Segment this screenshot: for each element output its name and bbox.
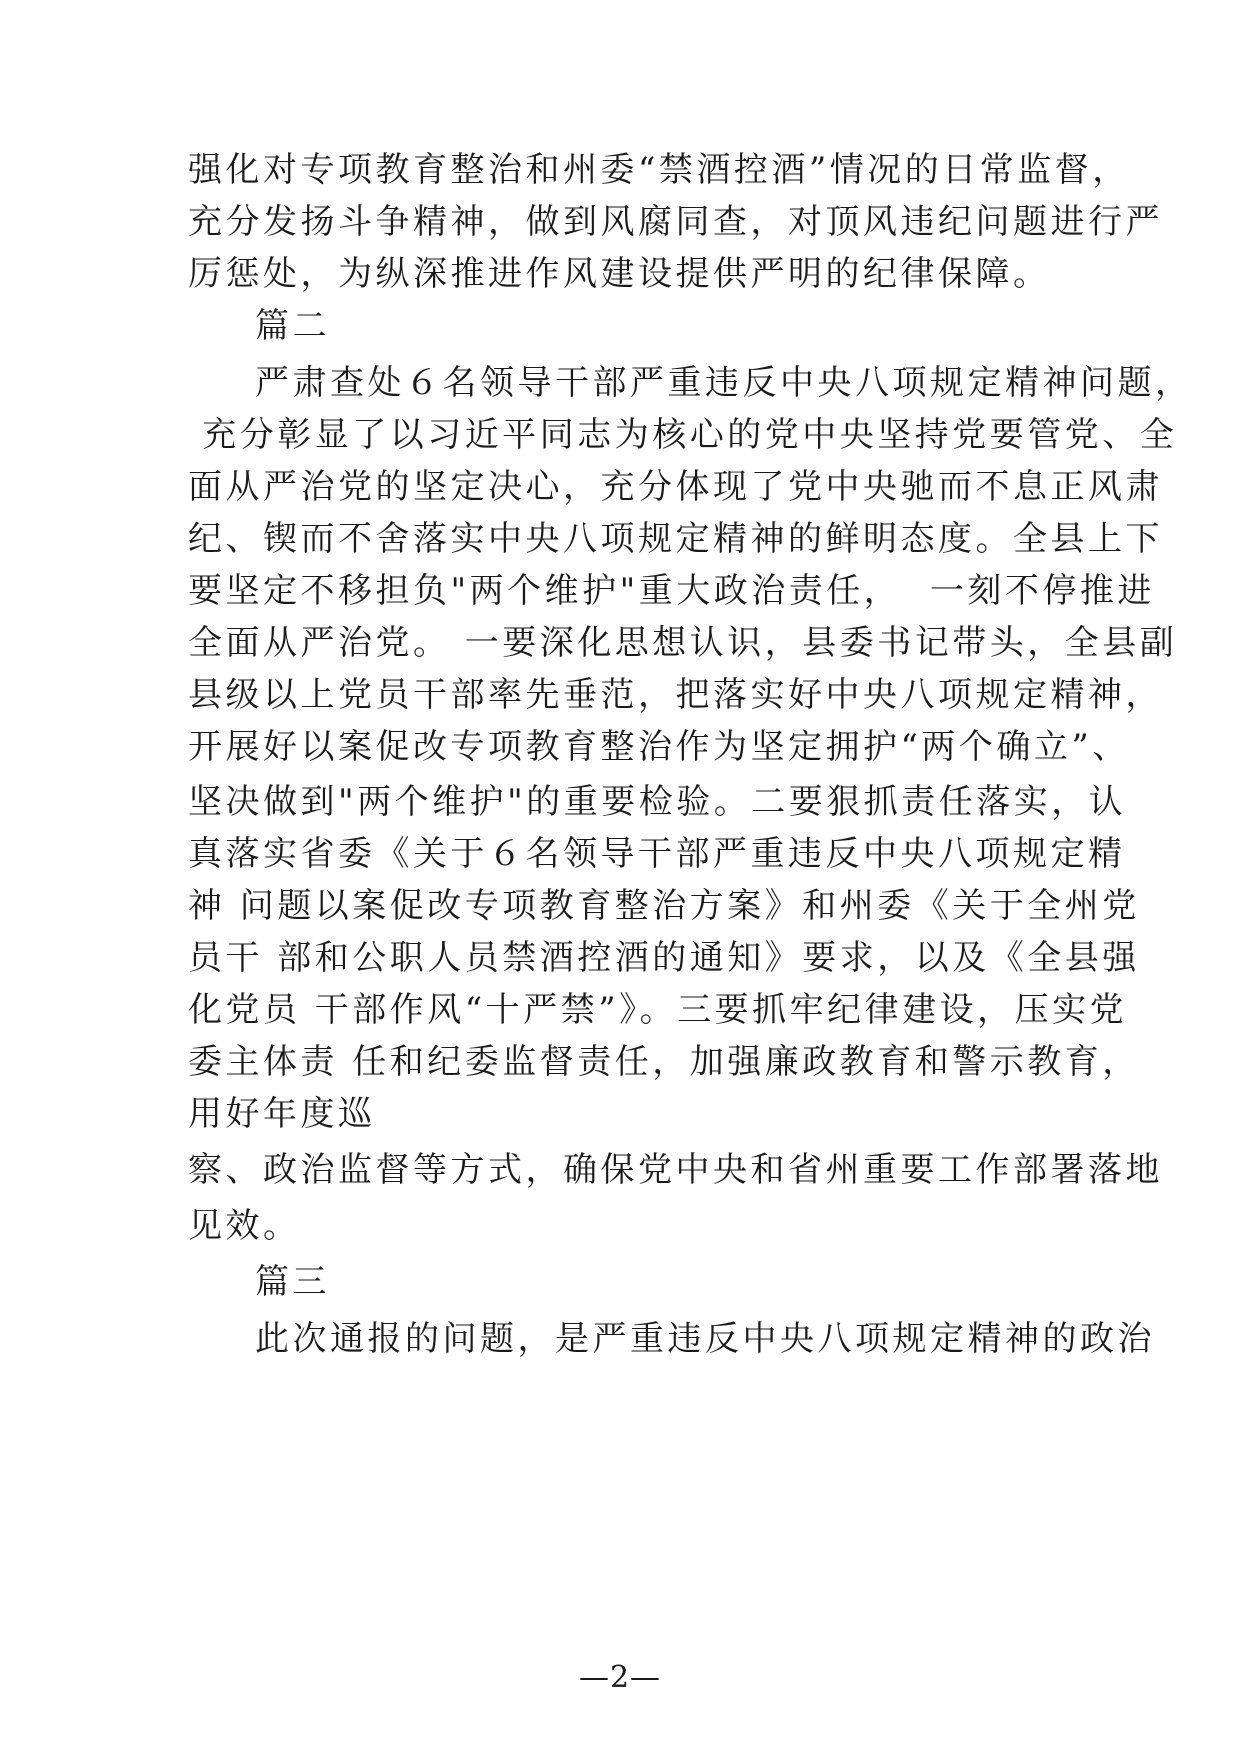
body-text-line: 坚决做到"两个维护"的重要检验。二要狠抓责任落实，认: [188, 782, 1127, 822]
section-heading: 篇三: [255, 1262, 330, 1302]
body-text-line: 充分彰显了以习近平同志为核心的党中央坚持党要管党、全: [188, 415, 1178, 455]
body-text-line: 真落实省委《关于６名领导干部严重违反中央八项规定精: [188, 834, 1126, 874]
body-text-line: 充分发扬斗争精神，做到风腐同查，对顶风违纪问题进行严: [188, 202, 1163, 242]
body-text-line: 全面从严治党。 一要深化思想认识，县委书记带头，全县副: [188, 623, 1178, 663]
body-text-line: 严肃查处６名领导干部严重违反中央八项规定精神问题，: [255, 363, 1193, 403]
body-text-line: 强化对专项教育整治和州委“禁酒控酒”情况的日常监督，: [188, 150, 1130, 190]
body-text-line: 县级以上党员干部率先垂范，把落实好中央八项规定精神，: [188, 675, 1163, 715]
body-text-line: 开展好以案促改专项教育整治作为坚定拥护“两个确立”、: [188, 727, 1130, 767]
body-text-line: 面从严治党的坚定决心，充分体现了党中央驰而不息正风肃: [188, 467, 1163, 507]
body-text-line: 化党员 干部作风“十严禁”》。三要抓牢纪律建设，压实党: [188, 990, 1128, 1030]
page-number: —2—: [578, 1660, 662, 1695]
body-text-line: 此次通报的问题，是严重违反中央八项规定精神的政治: [255, 1319, 1155, 1359]
body-text-line: 要坚定不移担负"两个维护"重大政治责任， 一刻不停推进: [188, 571, 1155, 611]
body-text-line: 用好年度巡: [188, 1094, 376, 1134]
body-text-line: 见效。: [188, 1206, 301, 1246]
section-heading: 篇二: [255, 306, 330, 346]
body-text-line: 纪、锲而不舍落实中央八项规定精神的鲜明态度。全县上下: [188, 519, 1163, 559]
body-text-line: 委主体责 任和纪委监督责任，加强廉政教育和警示教育，: [188, 1042, 1140, 1082]
body-text-line: 神 问题以案促改专项教育整治方案》和州委《关于全州党: [188, 886, 1140, 926]
body-text-line: 厉惩处，为纵深推进作风建设提供严明的纪律保障。: [188, 254, 1051, 294]
body-text-line: 员干 部和公职人员禁酒控酒的通知》要求，以及《全县强: [188, 938, 1140, 978]
body-text-line: 察、政治监督等方式，确保党中央和省州重要工作部署落地: [188, 1150, 1163, 1190]
